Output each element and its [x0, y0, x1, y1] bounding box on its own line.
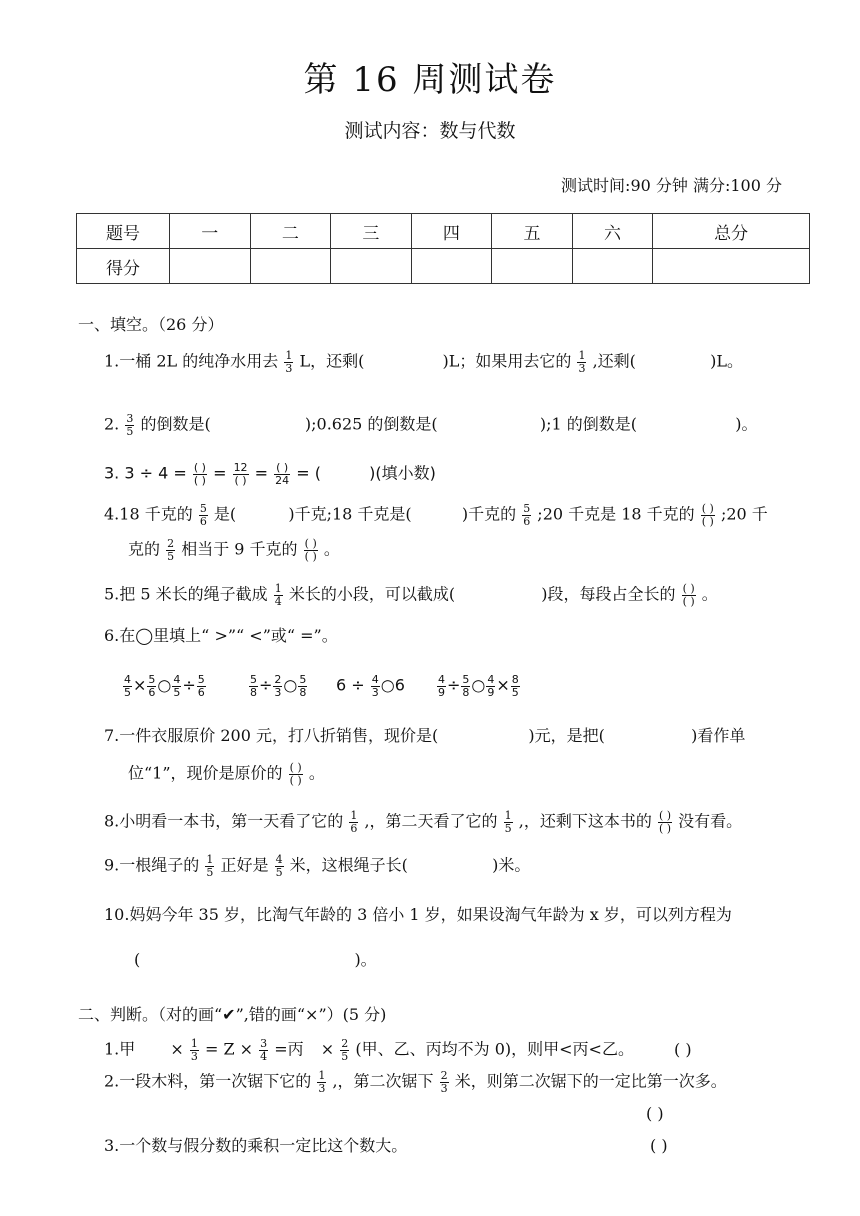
score-input-cell[interactable] [572, 249, 653, 284]
j2-text: ,，第二次锯下 [332, 1071, 434, 1091]
question-4-line-2 [128, 538, 340, 562]
q7-text: 。 [308, 763, 325, 783]
denominator: 9 [438, 685, 445, 699]
numerator: 2 [440, 1069, 448, 1082]
j1-text: 1.甲 [104, 1039, 136, 1059]
numerator: 5 [148, 673, 156, 686]
operator: ÷ [447, 675, 461, 695]
denominator: 8 [299, 685, 307, 699]
denominator: ( ) [304, 549, 317, 563]
score-input-cell[interactable] [411, 249, 492, 284]
judge-3-answer-paren[interactable]: ( ) [650, 1136, 668, 1155]
q7-text: )看作单 [691, 726, 746, 745]
fraction [304, 538, 318, 562]
fraction [166, 538, 175, 562]
compare-expression-3 [336, 674, 405, 698]
denominator: 5 [341, 1049, 349, 1063]
numerator: 1 [285, 349, 293, 362]
q1-text: 1.一桶 2L 的纯净水用去 [104, 351, 279, 371]
judge-2 [104, 1070, 727, 1094]
numerator: 5 [299, 673, 307, 686]
fraction [197, 674, 206, 698]
q1-text: )L；如果用去它的 [442, 351, 572, 371]
question-9 [104, 854, 530, 878]
numerator: ( ) [304, 537, 317, 550]
score-table-header-row [77, 214, 810, 249]
denominator: 24 [275, 473, 290, 487]
denominator: 3 [371, 685, 379, 699]
numerator: 5 [462, 673, 470, 686]
denominator: 3 [318, 1081, 326, 1095]
denominator: 5 [173, 685, 181, 699]
table-cell: 六 [572, 214, 653, 249]
compare-expression-2 [248, 674, 308, 698]
fraction [349, 810, 358, 834]
numerator: 1 [318, 1069, 326, 1082]
operator: × [496, 675, 510, 695]
denominator: 5 [206, 865, 214, 879]
denominator: ( ) [682, 594, 695, 608]
j2-text: 米，则第二次锯下的一定比第一次多。 [454, 1071, 727, 1091]
score-input-cell[interactable] [331, 249, 412, 284]
expression-text: 6 ÷ [336, 675, 365, 695]
fraction [511, 674, 520, 698]
numerator: 3 [126, 412, 134, 425]
denominator: 3 [440, 1081, 448, 1095]
numerator: ( ) [658, 809, 672, 822]
score-input-cell[interactable] [653, 249, 810, 284]
q7-text: 位“1”，现价是原价的 [128, 763, 283, 783]
equals-sign: = [213, 463, 227, 483]
q7-text: )元，是把( [528, 726, 605, 745]
fraction [486, 674, 495, 698]
j1-text: = Z × [204, 1039, 254, 1059]
fraction [701, 503, 715, 527]
q4-text: 4.18 千克的 [104, 504, 193, 524]
question-8 [104, 810, 742, 834]
fraction [504, 810, 513, 834]
fraction [340, 1038, 349, 1062]
numerator: ( ) [193, 461, 206, 474]
fraction [682, 583, 696, 607]
question-7-line-2 [128, 762, 325, 786]
fraction [190, 1038, 199, 1062]
numerator: 5 [523, 502, 531, 515]
section-2-heading: 二、判断。（对的画“✔”,错的画“×”）(5 分) [78, 1005, 387, 1024]
fraction [461, 674, 470, 698]
fraction [289, 762, 303, 786]
judge-2-answer-paren[interactable]: ( ) [646, 1104, 664, 1123]
q9-text: )米。 [492, 855, 531, 875]
numerator: ( ) [289, 761, 302, 774]
table-cell: 得分 [77, 249, 170, 284]
compare-circle[interactable]: ○ [471, 675, 486, 695]
numerator: 5 [197, 673, 205, 686]
numerator: 4 [487, 673, 495, 686]
fraction [147, 674, 156, 698]
score-table [76, 213, 810, 284]
numerator: ( ) [701, 502, 714, 515]
numerator: 2 [274, 673, 282, 686]
q10-text: ( [134, 950, 141, 969]
q10-text: )。 [354, 950, 377, 969]
denominator: 4 [274, 594, 282, 608]
score-input-cell[interactable] [170, 249, 251, 284]
q2-text: )。 [735, 414, 758, 434]
q4-text: ;20 千克是 18 千克的 [537, 504, 695, 524]
fraction [437, 674, 446, 698]
fraction [193, 462, 207, 486]
numerator: 12 [233, 461, 248, 474]
fraction [125, 413, 134, 437]
q2-text: 2. [104, 414, 120, 434]
section-1-heading: 一、填空。（26 分） [78, 315, 224, 334]
numerator: 2 [341, 1037, 349, 1050]
operator: × [133, 675, 147, 695]
numerator: 2 [167, 537, 175, 550]
score-input-cell[interactable] [492, 249, 573, 284]
q8-text: ,，还剩下这本书的 [518, 811, 652, 831]
fraction [658, 810, 672, 834]
score-table-score-row [77, 249, 810, 284]
q9-text: 9.一根绳子的 [104, 855, 200, 875]
question-6: 6.在◯里填上“ >”“ <”或“ =”。 [104, 626, 338, 645]
q1-text: L，还剩( [299, 351, 365, 371]
fraction [577, 350, 586, 374]
numerator: 4 [124, 673, 131, 686]
page-title: 第 16 周测试卷 [303, 60, 557, 100]
fraction [274, 583, 283, 607]
judge-3: 3.一个数与假分数的乘积一定比这个数大。 [104, 1136, 408, 1155]
j1-text: =丙 [274, 1039, 304, 1059]
q3-text: )(填小数) [369, 463, 436, 483]
numerator: 4 [275, 853, 283, 866]
q5-text: )段，每段占全长的 [541, 584, 676, 604]
fraction [249, 674, 258, 698]
question-10-line-1: 10.妈妈今年 35 岁，比淘气年龄的 3 倍小 1 岁，如果设淘气年龄为 x 岁，可以列方程为 [104, 905, 732, 924]
table-cell: 三 [331, 214, 412, 249]
denominator: 6 [523, 514, 531, 528]
fraction [284, 350, 293, 374]
numerator: 4 [438, 673, 445, 686]
fraction [123, 674, 132, 698]
table-cell: 四 [411, 214, 492, 249]
q8-text: 8.小明看一本书，第一天看了它的 [104, 811, 344, 831]
numerator: 5 [199, 502, 207, 515]
denominator: 6 [197, 685, 205, 699]
denominator: 3 [285, 361, 293, 375]
fraction [273, 674, 282, 698]
denominator: ( ) [658, 821, 672, 835]
fraction [440, 1070, 449, 1094]
fraction [317, 1070, 326, 1094]
q3-text: = ( [296, 463, 321, 483]
fraction [233, 462, 249, 486]
question-1 [104, 350, 743, 374]
numerator: 8 [511, 673, 519, 686]
fraction [274, 462, 290, 486]
denominator: ( ) [193, 473, 206, 487]
q4-text: 相当于 9 千克的 [181, 539, 298, 559]
equals-sign: = [254, 463, 269, 483]
denominator: 6 [350, 821, 358, 835]
q2-text: );0.625 的倒数是( [304, 414, 438, 434]
table-cell: 五 [492, 214, 573, 249]
q9-text: 米，这根绳子长( [289, 855, 408, 875]
q4-text: ;20 千 [720, 504, 768, 524]
q4-text: 克的 [128, 539, 161, 559]
denominator: ( ) [701, 514, 714, 528]
numerator: 1 [206, 853, 214, 866]
judge-1 [104, 1038, 634, 1062]
denominator: 8 [250, 685, 257, 699]
denominator: 3 [274, 685, 282, 699]
denominator: 5 [167, 549, 175, 563]
numerator: 4 [173, 673, 181, 686]
denominator: ( ) [234, 473, 247, 487]
j1-text: (甲、乙、丙均不为 0)，则甲<丙<乙。 [355, 1039, 634, 1059]
fraction [199, 503, 208, 527]
denominator: 5 [511, 685, 519, 699]
score-input-cell[interactable] [250, 249, 331, 284]
fraction [172, 674, 181, 698]
q5-text: 。 [701, 584, 718, 604]
numerator: 1 [350, 809, 358, 822]
q2-text: 的倒数是( [140, 414, 211, 434]
q8-text: ,，第二天看了它的 [364, 811, 498, 831]
q4-text: )千克的 [461, 504, 517, 524]
q5-text: 米长的小段，可以截成( [288, 584, 456, 604]
judge-1-answer-paren[interactable]: ( ) [674, 1040, 692, 1059]
operator: × [320, 1039, 335, 1059]
denominator: 3 [578, 361, 586, 375]
numerator: 4 [371, 673, 379, 686]
table-cell: 一 [170, 214, 251, 249]
test-meta: 测试时间:90 分钟 满分:100 分 [561, 176, 782, 195]
j2-text: 2.一段木料，第一次锯下它的 [104, 1071, 312, 1091]
numerator: ( ) [276, 461, 289, 474]
denominator: 5 [124, 685, 131, 699]
q4-text: 。 [323, 539, 340, 559]
q5-text: 5.把 5 米长的绳子截成 [104, 584, 268, 604]
denominator: 6 [148, 685, 156, 699]
operator: ÷ [259, 675, 273, 695]
q9-text: 正好是 [220, 855, 269, 875]
q1-text: )L。 [710, 351, 743, 371]
numerator: 1 [190, 1037, 198, 1050]
q8-text: 没有看。 [678, 811, 743, 831]
q1-text: ,还剩( [592, 351, 636, 371]
numerator: 1 [274, 582, 282, 595]
denominator: 4 [260, 1049, 268, 1063]
page-subtitle: 测试内容：数与代数 [344, 120, 516, 142]
denominator: 5 [126, 424, 134, 438]
q4-text: 是( [213, 504, 237, 524]
fraction [259, 1038, 268, 1062]
table-cell: 二 [250, 214, 331, 249]
denominator: 9 [487, 685, 495, 699]
fraction [205, 854, 214, 878]
compare-circle[interactable]: ○ [157, 675, 172, 695]
compare-expression-4 [436, 674, 521, 698]
question-7-line-1 [104, 726, 745, 745]
denominator: 5 [504, 821, 512, 835]
q7-text: 7.一件衣服原价 200 元，打八折销售，现价是( [104, 726, 439, 745]
denominator: 5 [275, 865, 283, 879]
q4-text: )千克;18 千克是( [288, 504, 412, 524]
numerator: 1 [504, 809, 512, 822]
question-5 [104, 583, 718, 607]
fraction [298, 674, 307, 698]
denominator: 3 [190, 1049, 198, 1063]
q3-text: 3. 3 ÷ 4 = [104, 463, 187, 483]
question-2 [104, 413, 757, 437]
numerator: ( ) [682, 582, 695, 595]
denominator: ( ) [289, 773, 302, 787]
question-10-line-2 [134, 950, 377, 969]
q2-text: );1 的倒数是( [539, 414, 638, 434]
fraction [522, 503, 531, 527]
compare-circle[interactable]: ○ [283, 675, 298, 695]
denominator: 8 [462, 685, 470, 699]
compare-circle-text[interactable]: ○6 [380, 675, 405, 695]
numerator: 5 [250, 673, 257, 686]
table-cell: 题号 [77, 214, 170, 249]
fraction [371, 674, 380, 698]
table-cell: 总分 [653, 214, 810, 249]
numerator: 1 [578, 349, 586, 362]
fraction [275, 854, 284, 878]
denominator: 6 [199, 514, 207, 528]
question-4-line-1 [104, 503, 768, 527]
compare-expression-1 [122, 674, 207, 698]
operator: × [170, 1039, 184, 1059]
numerator: 3 [260, 1037, 268, 1050]
question-3 [104, 462, 436, 486]
operator: ÷ [182, 675, 196, 695]
